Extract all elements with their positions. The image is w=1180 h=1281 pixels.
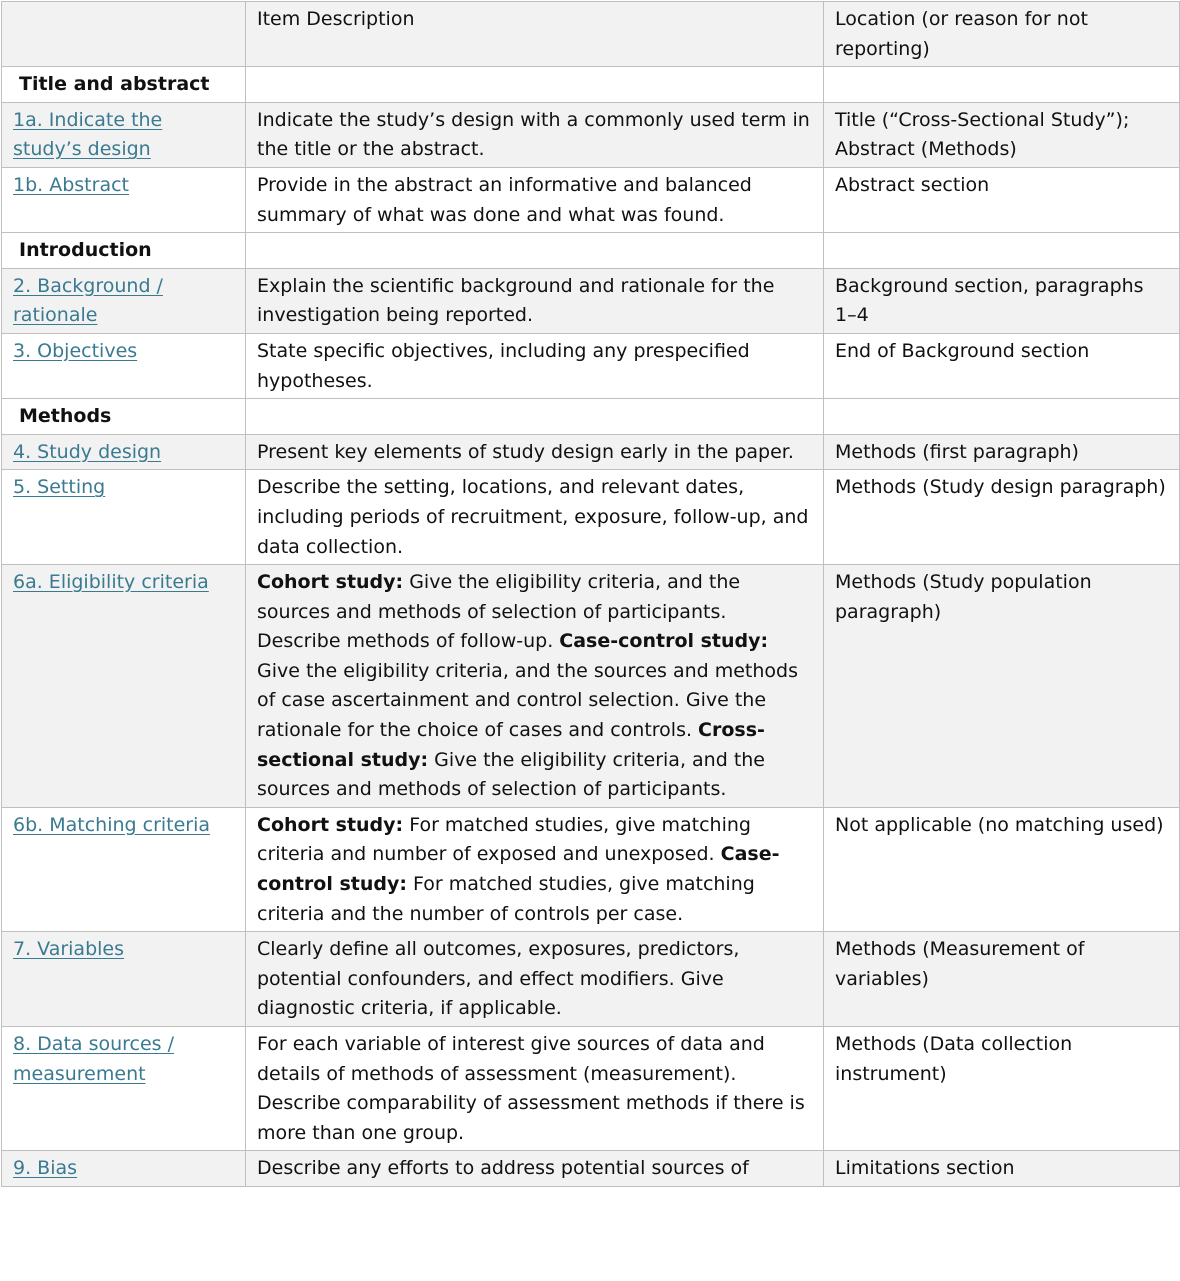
table-row [2, 167, 1180, 232]
location-cell: Methods (Data collection instrument) [824, 1027, 1180, 1151]
item-link[interactable]: 3. Objectives [13, 339, 138, 362]
description-cell: Describe any efforts to address potential sources of [246, 1151, 824, 1187]
item-cell [2, 1151, 246, 1187]
description-cell: Clearly define all outcomes, exposures, predictors, potential confounders, and effect modifiers. Give diagnostic criteria, if applicable. [246, 932, 824, 1027]
table-row [2, 1027, 1180, 1151]
item-cell [2, 1027, 246, 1151]
table-row [2, 434, 1180, 470]
table-row [2, 333, 1180, 398]
item-cell [2, 434, 246, 470]
section-heading: Introduction [2, 233, 246, 269]
section-empty-cell [246, 399, 824, 435]
location-cell: Limitations section [824, 1151, 1180, 1187]
item-link[interactable]: 7. Variables [13, 938, 124, 961]
table-row [2, 470, 1180, 565]
table-row [2, 102, 1180, 167]
section-row [2, 67, 1180, 103]
item-cell [2, 333, 246, 398]
study-type-label: Case-control study: [559, 630, 769, 653]
location-cell: Methods (Measurement of variables) [824, 932, 1180, 1027]
description-cell: Provide in the abstract an informative and balanced summary of what was done and what was found. [246, 167, 824, 232]
item-link[interactable]: 9. Bias [13, 1157, 78, 1180]
section-empty-cell [824, 233, 1180, 269]
study-type-label: Case-control study: [257, 843, 780, 896]
item-cell [2, 102, 246, 167]
description-text: Give the eligibility criteria, and the sources and methods of selection of participants. [257, 748, 766, 801]
item-link[interactable]: 1b. Abstract [13, 173, 129, 196]
item-cell [2, 268, 246, 333]
item-cell [2, 565, 246, 808]
item-link[interactable]: 2. Background / rationale [13, 274, 163, 327]
description-cell: Indicate the study’s design with a commonly used term in the title or the abstract. [246, 102, 824, 167]
section-heading: Title and abstract [2, 67, 246, 103]
section-row [2, 399, 1180, 435]
location-cell: Abstract section [824, 167, 1180, 232]
section-empty-cell [246, 67, 824, 103]
location-cell: Not applicable (no matching used) [824, 807, 1180, 931]
section-empty-cell [824, 67, 1180, 103]
table-row [2, 932, 1180, 1027]
location-cell: Methods (Study design paragraph) [824, 470, 1180, 565]
item-cell [2, 167, 246, 232]
section-heading: Methods [2, 399, 246, 435]
header-item-cell [2, 2, 246, 67]
section-empty-cell [246, 233, 824, 269]
location-cell: End of Background section [824, 333, 1180, 398]
location-cell: Methods (first paragraph) [824, 434, 1180, 470]
checklist-table [1, 1, 1180, 1187]
location-cell: Title (“Cross-Sectional Study”); Abstract (Methods) [824, 102, 1180, 167]
description-cell [246, 807, 824, 931]
item-link[interactable]: 1a. Indicate the study’s design [13, 108, 163, 161]
header-location-cell: Location (or reason for not reporting) [824, 2, 1180, 67]
item-link[interactable]: 5. Setting [13, 476, 106, 499]
description-cell: State specific objectives, including any prespecified hypotheses. [246, 333, 824, 398]
description-cell [246, 565, 824, 808]
section-row [2, 233, 1180, 269]
table-row [2, 268, 1180, 333]
description-cell: Explain the scientific background and rationale for the investigation being reported. [246, 268, 824, 333]
description-cell: Describe the setting, locations, and relevant dates, including periods of recruitment, exposure, follow-up, and data collection. [246, 470, 824, 565]
description-cell: Present key elements of study design early in the paper. [246, 434, 824, 470]
item-link[interactable]: 6b. Matching criteria [13, 813, 211, 836]
description-text: Give the eligibility criteria, and the sources and methods of case ascertainment and control selection. Give the rationale for the choice of cases and controls. [257, 659, 798, 742]
study-type-label: Cohort study: [257, 571, 404, 594]
location-cell: Methods (Study population paragraph) [824, 565, 1180, 808]
description-text: For matched studies, give matching criteria and number of exposed and unexposed. [257, 813, 751, 866]
table-row [2, 807, 1180, 931]
description-text: Give the eligibility criteria, and the sources and methods of selection of participants. Describe methods of follow-up. [257, 571, 741, 653]
study-type-label: Cross-sectional study: [257, 719, 765, 771]
description-cell: For each variable of interest give sources of data and details of methods of assessment (measurement). Describe comparability of assessment methods if there is more than one group. [246, 1027, 824, 1151]
table-row [2, 565, 1180, 808]
item-link[interactable]: 6a. Eligibility criteria [13, 571, 209, 594]
item-cell [2, 470, 246, 565]
study-type-label: Cohort study: [257, 813, 404, 836]
location-cell: Background section, paragraphs 1–4 [824, 268, 1180, 333]
section-empty-cell [824, 399, 1180, 435]
item-link[interactable]: 8. Data sources / measurement [13, 1033, 175, 1085]
item-cell [2, 807, 246, 931]
item-link[interactable]: 4. Study design [13, 440, 162, 463]
table-row [2, 1151, 1180, 1187]
description-text: For matched studies, give matching criteria and the number of controls per case. [257, 873, 755, 925]
item-cell [2, 932, 246, 1027]
header-row [2, 2, 1180, 67]
header-description-cell: Item Description [246, 2, 824, 67]
